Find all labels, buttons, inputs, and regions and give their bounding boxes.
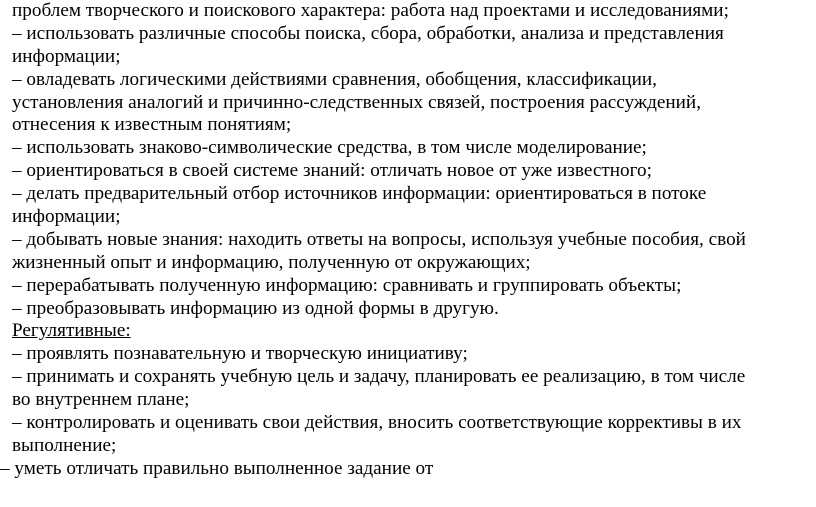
text-line-8: – ориентироваться в своей системе знаний: отличать новое от уже известного; [12,160,652,182]
text-line-5: установления аналогий и причинно-следственных связей, построения рассуждений, [12,91,701,113]
text-line-20: выполнение; [12,434,117,456]
text-line-1: проблем творческого и поискового характера: работа над проектами и исследованиями; [12,0,729,21]
text-line-14: – преобразовывать информацию из одной формы в другую. [12,297,499,319]
text-line-17: – принимать и сохранять учебную цель и задачу, планировать ее реализацию, в том числе [12,366,746,388]
text-line-4: – овладевать логическими действиями сравнения, обобщения, классификации, [12,68,657,90]
text-line-21: – уметь отличать правильно выполненное задание от [0,457,434,479]
text-line-16: – проявлять познавательную и творческую инициативу; [12,343,468,365]
text-line-7: – использовать знаково-символические средства, в том числе моделирование; [12,137,647,159]
text-line-9: – делать предварительный отбор источников информации: ориентироваться в потоке [12,183,707,205]
text-line-13: – перерабатывать полученную информацию: сравнивать и группировать объекты; [12,274,682,296]
text-line-12: жизненный опыт и информацию, полученную от окружающих; [12,251,531,273]
text-line-6: отнесения к известным понятиям; [12,114,292,136]
text-line-3: информации; [12,45,121,67]
section-heading-regulatory: Регулятивные: [12,320,131,342]
text-line-11: – добывать новые знания: находить ответы на вопросы, используя учебные пособия, свой [12,228,746,250]
text-line-2: – использовать различные способы поиска, сбора, обработки, анализа и представления [12,22,724,44]
text-line-19: – контролировать и оценивать свои действия, вносить соответствующие коррективы в их [12,412,742,434]
text-line-10: информации; [12,206,121,228]
text-line-18: во внутреннем плане; [12,389,190,411]
